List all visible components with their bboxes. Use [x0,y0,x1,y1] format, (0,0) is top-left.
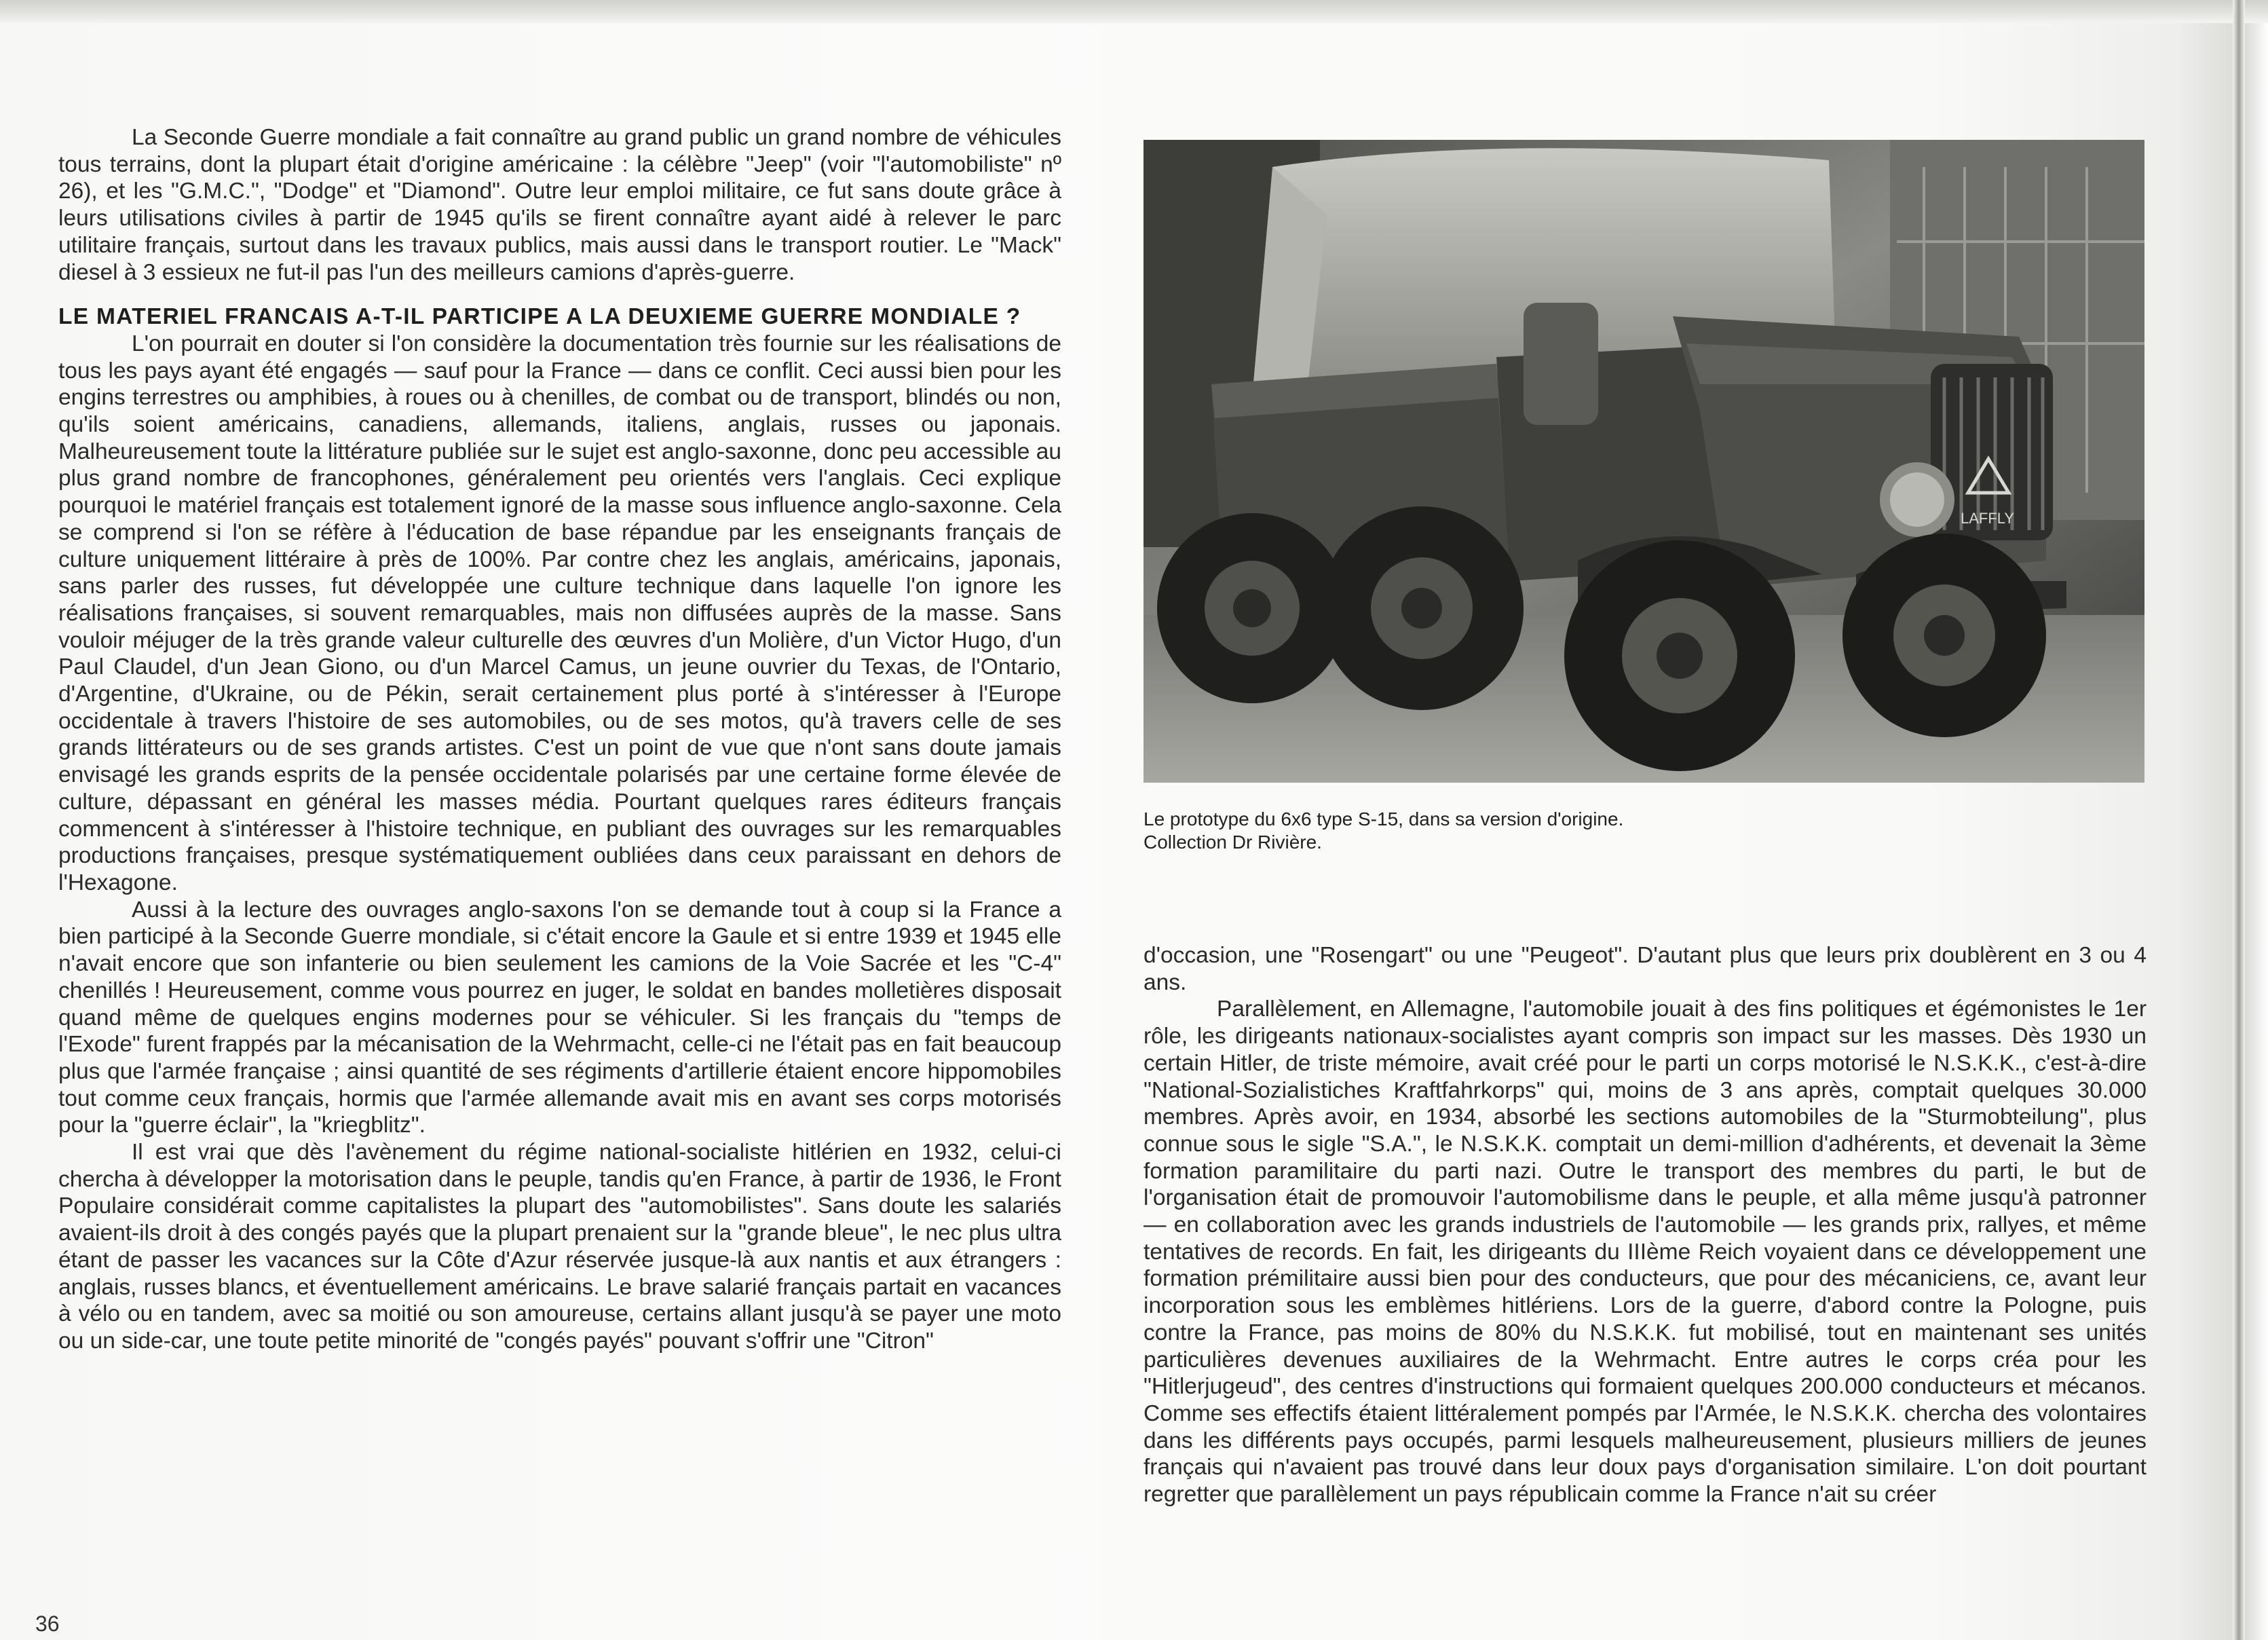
section-heading: LE MATERIEL FRANCAIS A-T-IL PARTICIPE A LA DEUXIEME GUERRE MONDIALE ? [58,304,1021,330]
right-column [1144,942,2147,1508]
body-paragraph: d'occasion, une "Rosengart" ou une "Peugeot". D'autant plus que leurs prix doublèrent en 3 ou 4 ans. [1144,943,2147,995]
truck-photo [1144,140,2144,783]
caption-credit: Collection Dr Rivière. [1144,832,1322,853]
body-paragraph: Parallèlement, en Allemagne, l'automobile jouait à des fins politiques et égémonistes le 1er rôle, les dirigeants nationaux-socialistes ayant compris son impact sur les masses. Dès 1930 un certain Hitler, de triste mémoire, avait créé pour le parti un corps motorisé le N.S.K.K., c'est-à-dire "National-Sozialistiches Kraftfahrkorps" qui, moins de 3 ans après, comptait quelques 30.000 membres. Après avoir, en 1934, absorbé les sections automobiles de la "Sturmobteilung", plus connue sous le sigle "S.A.", le N.S.K.K. comptait un demi-million d'adhérents, et devenait la 3ème formation paramilitaire du parti nazi. Outre le transport des membres du parti, le but de l'organisation était de promouvoir l'automobilisme dans le peuple, et alla même jusqu'à patronner — en collaboration avec les grands industriels de l'automobile — les grands prix, rallyes, et même tentatives de records. En fait, les dirigeants du IIIème Reich voyaient dans ce développement une formation prémilitaire aussi bien pour des conducteurs, que pour des mécaniciens, ce, avant leur incorporation sous les emblèmes hitlériens. Lors de la guerre, d'abord contre la Pologne, puis contre la France, pas moins de 80% du N.S.K.K. fut mobilisé, tout en maintenant ses unités particulières devenues auxiliaires de la Wehrmacht. Entre autres le corps créa pour les "Hitlerjugeud", des centres d'instructions qui formaient quelques 200.000 conducteurs et mécanos. Comme ses effectifs étaient littéralement pompés par l'Armée, le N.S.K.K. chercha des volontaires dans les différents pays occupés, parmi lesquels malheureusement, plusieurs milliers de jeunes français qui n'avaient pas trouvé dans leur doux pays d'organisation similaire. L'on doit pourtant regretter que parallèlement un pays républicain comme la France n'ait su créer [1144,996,2147,1508]
page-gutter [2233,0,2245,1640]
caption-line: Le prototype du 6x6 type S-15, dans sa version d'origine. [1144,808,1624,830]
intro-paragraph: La Seconde Guerre mondiale a fait connaître au grand public un grand nombre de véhicules tous terrains, dont la plupart était d'origine américaine : la célèbre "Jeep" (voir "l'automobiliste" nº 26), et les "G.M.C.", "Dodge" et "Diamond". Outre leur emploi militaire, ce fut sans doute grâce à leurs utilisations civiles à partir de 1945 qu'ils se firent connaître ayant aidé à relever le parc utilitaire français, surtout dans les travaux publics, mais aussi dans le transport routier. Le "Mack" diesel à 3 essieux ne fut-il pas l'un des meilleurs camions d'après-guerre. [58,125,1061,285]
left-column [58,124,1061,1355]
laffly-badge: LAFFLY [1961,510,2015,527]
photo-caption [1144,808,1924,854]
truck-photo-illustration [1144,140,2144,783]
top-shadow [0,0,2268,23]
page-number: 36 [35,1611,60,1636]
body-paragraph: L'on pourrait en douter si l'on considère la documentation très fournie sur les réalisations de tous les pays ayant été engagés — sauf pour la France — dans ce conflit. Ceci aussi bien pour les engins terrestres ou amphibies, à roues ou à chenilles, de combat ou de transport, blindés ou non, qu'ils soient américains, canadiens, allemands, italiens, anglais, russes ou japonais. Malheureusement toute la littérature publiée sur le sujet est anglo-saxonne, donc peu accessible au plus grand nombre de francophones, généralement peu orientés vers l'anglais. Ceci explique pourquoi le matériel français est totalement ignoré de la masse sous influence anglo-saxonne. Cela se comprend si l'on se réfère à l'éducation de base répandue par les enseignants français de culture uniquement littéraire à près de 100%. Par contre chez les anglais, américains, japonais, sans parler des russes, fut développée une culture technique dans laquelle l'on ignore les réalisations françaises, si souvent remarquables, mais non diffusées auprès de la masse. Sans vouloir méjuger de la très grande valeur culturelle des œuvres d'un Molière, d'un Victor Hugo, d'un Paul Claudel, d'un Jean Giono, ou d'un Marcel Camus, un jeune ouvrier du Texas, de l'Ontario, d'Argentine, d'Ukraine, ou de Pékin, serait certainement plus porté à s'intéresser à l'Europe occidentale à travers l'histoire de ses automobiles, ou de ses motos, qu'à travers celle de ses grands littérateurs ou de ses grands artistes. C'est un point de vue que n'ont sans doute jamais envisagé les grands esprits de la pensée occidentale polarisés par une certaine forme élevée de culture, dépassant en général les masses média. Pourtant quelques rares éditeurs français commencent à s'intéresser à l'histoire technique, en publiant des ouvrages sur les remarquables productions françaises, presque systématiquement oubliées dans ceux paraissant en dehors de l'Hexagone. [58,331,1061,895]
body-paragraph: Aussi à la lecture des ouvrages anglo-saxons l'on se demande tout à coup si la France a bien participé à la Seconde Guerre mondiale, si c'était encore la Gaule et si entre 1939 et 1945 elle n'avait encore que son infanterie ou bien seulement les camions de la Voie Sacrée et les "C-4" chenillés ! Heureusement, comme vous pourrez en juger, le soldat en bandes molletières disposait quand même de quelques engins modernes pour se véhiculer. Si les français du "temps de l'Exode" furent frappés par la mécanisation de la Wehrmacht, celle-ci ne l'était pas en fait beaucoup plus que l'armée française ; ainsi quantité de ses régiments d'artillerie étaient encore hippomobiles tout comme ceux français, hormis que l'armée allemande avait mis en avant ses corps motorisés pour la "guerre éclair", la "kriegblitz". [58,897,1061,1138]
body-paragraph: Il est vrai que dès l'avènement du régime national-socialiste hitlérien en 1932, celui-ci chercha à développer la motorisation dans le peuple, tandis qu'en France, à partir de 1936, le Front Populaire considérait comme capitalistes la plupart des "automobilistes". Sans doute les salariés avaient-ils droit à des congés payés que la plupart prenaient sur la "grande bleue", le nec plus ultra étant de passer les vacances sur la Côte d'Azur réservée jusque-là aux nantis et aux étrangers : anglais, russes blancs, et éventuellement américains. Le brave salarié français partait en vacances à vélo ou en tandem, avec sa moitié ou son amoureuse, certains allant jusqu'à se payer une moto ou un side-car, une toute petite minorité de "congés payés" pouvant s'offrir une "Citron" [58,1140,1061,1354]
